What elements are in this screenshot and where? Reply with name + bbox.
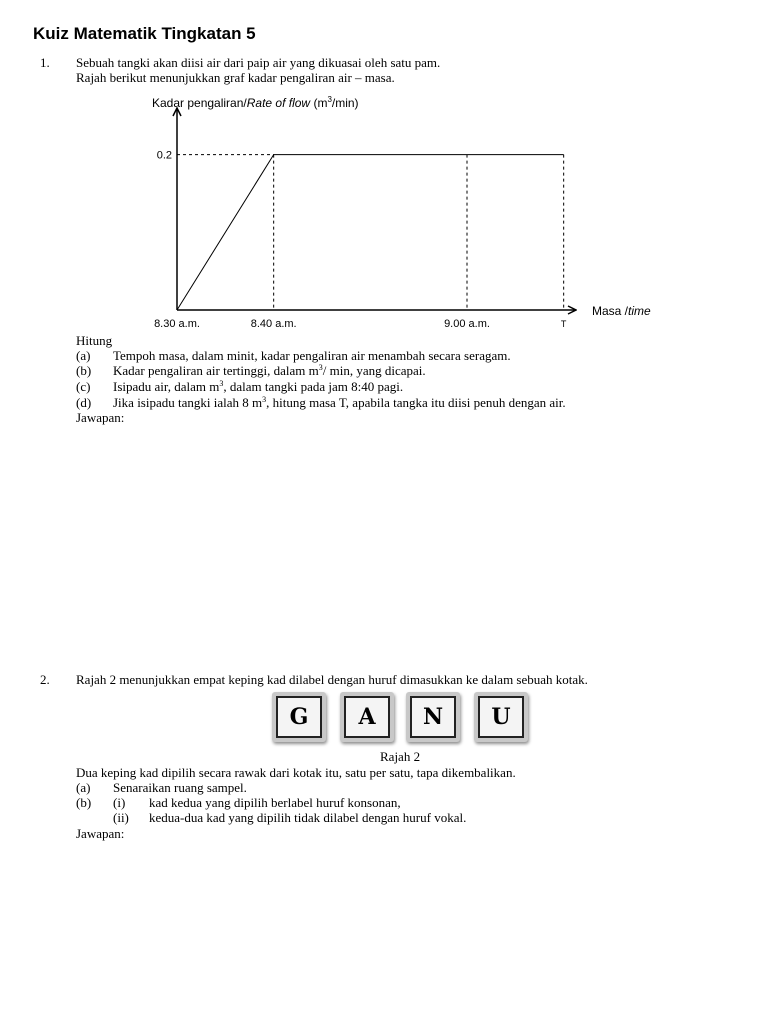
q1-hitung: Hitung	[76, 333, 113, 348]
q2-bi-text: kad kedua yang dipilih berlabel huruf konsonan,	[149, 795, 401, 810]
card-letter: A	[344, 696, 390, 738]
q1-line1: Sebuah tangki akan diisi air dari paip air yang dikuasai oleh satu pam.	[76, 55, 441, 70]
q1-b-text: Kadar pengaliran air tertinggi, dalam $m^3/$ min, yang dicapai.	[113, 363, 426, 378]
card-letter: U	[478, 696, 524, 738]
q2-b-label: (b)	[76, 795, 92, 810]
card-letter: N	[410, 696, 456, 738]
q2-bii-label: (ii)	[113, 810, 129, 825]
x-tick-label: 9.00 a.m.	[444, 318, 490, 330]
q2-bii-text: kedua-dua kad yang dipilih tidak dilabel dengan huruf vokal.	[149, 810, 467, 825]
card-n	[406, 692, 460, 742]
letter-cards	[270, 692, 532, 746]
x-tick-label: T	[560, 319, 567, 329]
card-a	[340, 692, 394, 742]
q1-b-label: (b)	[76, 363, 92, 378]
q1-a-text: Tempoh masa, dalam minit, kadar pengaliran air menambah secara seragam.	[113, 348, 511, 363]
x-tick-label: 8.30 a.m.	[154, 318, 200, 330]
q2-jawapan: Jawapan:	[76, 826, 125, 841]
q2-line1: Rajah 2 menunjukkan empat keping kad dilabel dengan huruf dimasukkan ke dalam sebuah kotak.	[76, 672, 588, 687]
q1-c-text: Isipadu air, dalam $m^3$, dalam tangki pada jam 8:40 pagi.	[113, 379, 404, 394]
q1-d-label: (d)	[76, 395, 92, 410]
y-tick-label: 0.2	[156, 149, 172, 162]
q2-a-label: (a)	[76, 780, 91, 795]
q2-line2: Dua keping kad dipilih secara rawak dari kotak itu, satu per satu, tapa dikembalikan.	[76, 765, 516, 780]
figure-caption: Rajah 2	[380, 749, 421, 764]
q1-jawapan: Jawapan:	[76, 410, 125, 425]
q2-bi-label: (i)	[113, 795, 126, 810]
x-axis-label: Masa /time	[592, 304, 651, 318]
card-u	[474, 692, 528, 742]
q1-d-text: Jika isipadu tangki ialah 8 $m^3$, hitung masa T, apabila tangka itu diisi penuh dengan air.	[113, 395, 566, 410]
x-tick-label: 8.40 a.m.	[250, 318, 297, 330]
y-axis-label: Kadar pengaliran/Rate of flow $(m^3/\min)$	[152, 95, 359, 110]
page-title: Kuiz Matematik Tingkatan 5	[33, 24, 256, 43]
x-tick-labels	[154, 318, 567, 330]
card-letter: G	[276, 696, 322, 738]
q1-number: 1.	[40, 55, 50, 70]
q1-line2: Rajah berikut menunjukkan graf kadar pengaliran air – masa.	[76, 70, 395, 85]
q2-a-text: Senaraikan ruang sampel.	[113, 780, 247, 795]
q1-c-label: (c)	[76, 379, 91, 394]
q1-a-label: (a)	[76, 348, 91, 363]
card-g	[272, 692, 326, 742]
guide-lines	[177, 155, 564, 310]
flow-rate-chart	[140, 90, 670, 335]
flow-rate-line	[177, 155, 564, 310]
q2-number: 2.	[40, 672, 50, 687]
